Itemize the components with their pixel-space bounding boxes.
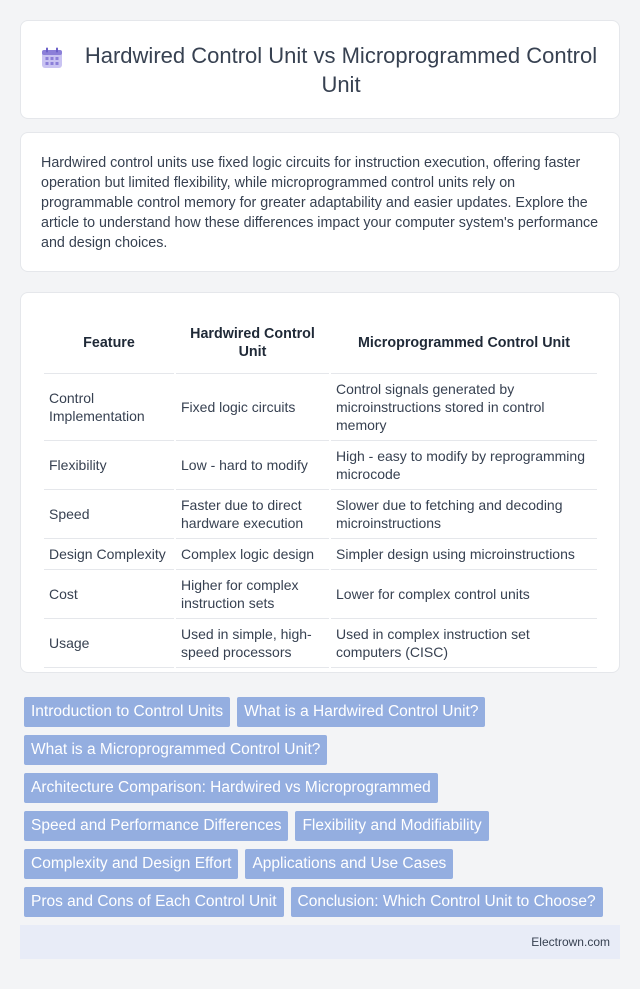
table-row [44,374,597,441]
intro-card [20,132,620,272]
table-row [44,539,597,570]
topic-link-introduction[interactable]: Introduction to Control Units [24,697,230,727]
comparison-table-card [20,292,620,673]
topic-link-hardwired[interactable]: What is a Hardwired Control Unit? [237,697,485,727]
cell-microprogrammed: Used in complex instruction set computers (CISC) [331,619,597,668]
cell-microprogrammed: Slower due to fetching and decoding microinstructions [331,490,597,539]
footer-site-name: Electrown.com [531,935,610,949]
table-row [44,441,597,490]
footer [20,925,620,959]
cell-hardwired: Faster due to direct hardware execution [176,490,329,539]
cell-microprogrammed: High - easy to modify by reprogramming microcode [331,441,597,490]
cell-feature: Cost [44,570,174,619]
cell-hardwired: Complex logic design [176,539,329,570]
topic-link-applications[interactable]: Applications and Use Cases [245,849,453,879]
cell-hardwired: Used in simple, high-speed processors [176,619,329,668]
header-feature: Feature [44,313,174,374]
topic-link-complexity[interactable]: Complexity and Design Effort [24,849,238,879]
cell-microprogrammed: Simpler design using microinstructions [331,539,597,570]
cell-microprogrammed: Control signals generated by microinstructions stored in control memory [331,374,597,441]
table-row [44,619,597,668]
header-hardwired: Hardwired Control Unit [176,313,329,374]
cell-feature: Usage [44,619,174,668]
topic-link-flexibility[interactable]: Flexibility and Modifiability [295,811,488,841]
topic-link-pros-cons[interactable]: Pros and Cons of Each Control Unit [24,887,284,917]
topic-link-architecture[interactable]: Architecture Comparison: Hardwired vs Microprogrammed [24,773,438,803]
topic-links [24,697,624,925]
page-title: Hardwired Control Unit vs Microprogrammed Control Unit [84,42,598,97]
cell-hardwired: Higher for complex instruction sets [176,570,329,619]
intro-paragraph: Hardwired control units use fixed logic circuits for instruction execution, offering faster operation but limited flexibility, while microprogrammed control units rely on programmable control memory for greater adaptability and easier updates. Explore the article to understand how these differences impact your computer system's performance and design choices. [41,155,599,251]
cell-feature: Speed [44,490,174,539]
header-microprogrammed: Microprogrammed Control Unit [331,313,597,374]
title-card [20,20,620,119]
cell-microprogrammed: Lower for complex control units [331,570,597,619]
table-row [44,570,597,619]
calendar-grid-icon [41,47,63,69]
table-row [44,490,597,539]
cell-feature: Control Implementation [44,374,174,441]
topic-link-microprogrammed[interactable]: What is a Microprogrammed Control Unit? [24,735,327,765]
cell-hardwired: Low - hard to modify [176,441,329,490]
cell-hardwired: Fixed logic circuits [176,374,329,441]
cell-feature: Design Complexity [44,539,174,570]
topic-link-conclusion[interactable]: Conclusion: Which Control Unit to Choose? [291,887,603,917]
table-header-row [44,313,597,374]
comparison-table [42,313,599,668]
topic-link-speed[interactable]: Speed and Performance Differences [24,811,288,841]
cell-feature: Flexibility [44,441,174,490]
